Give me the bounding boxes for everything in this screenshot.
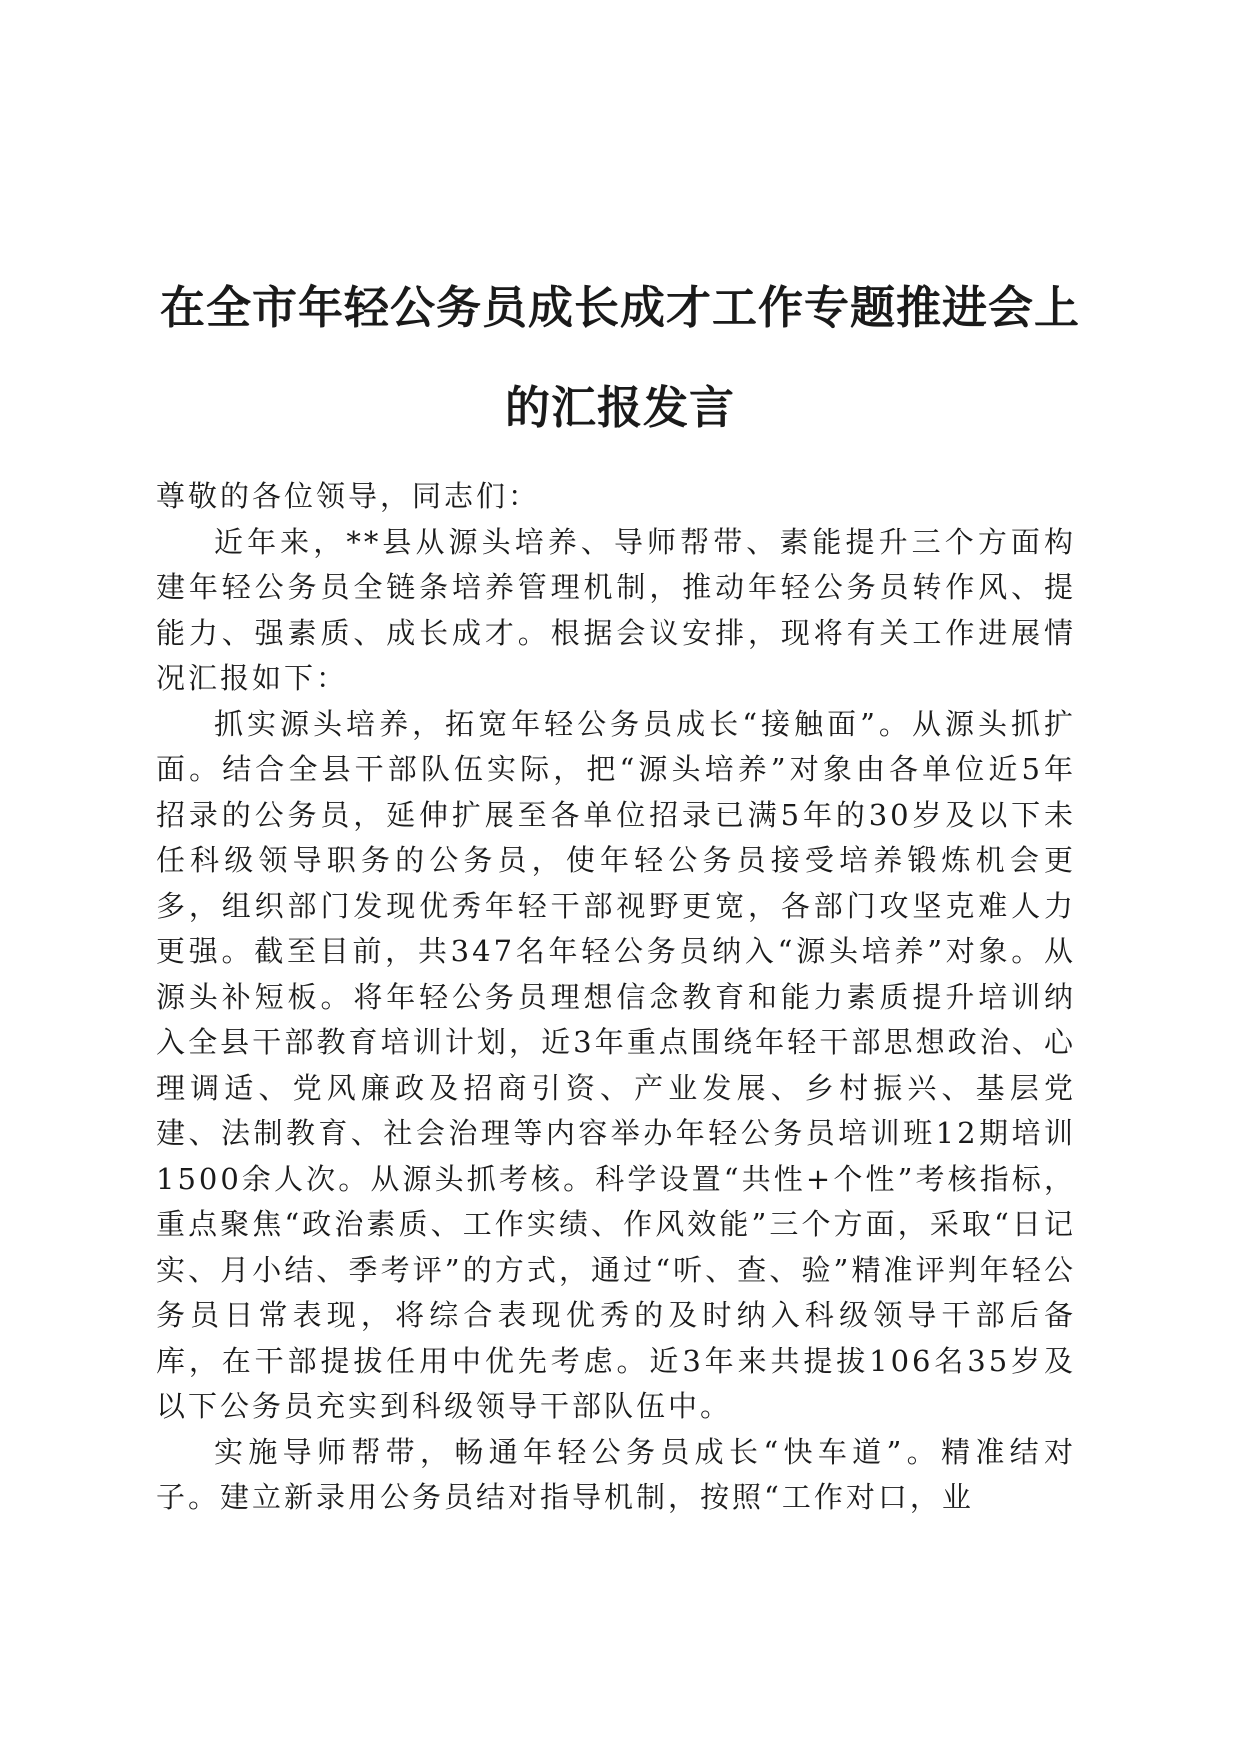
document-body — [156, 474, 1076, 1521]
paragraph-intro: 近年来，**县从源头培养、导师帮带、素能提升三个方面构建年轻公务员全链条培养管理机制，推动年轻公务员转作风、提能力、强素质、成长成才。根据会议安排，现将有关工作进展情况汇报如下： — [156, 524, 1076, 695]
paragraph-mentor-guidance: 实施导师帮带，畅通年轻公务员成长“快车道”。精准结对子。建立新录用公务员结对指导机制，按照“工作对口，业 — [156, 1434, 1076, 1514]
document-title: 在全市年轻公务员成长成才工作专题推进会上的汇报发言 — [159, 281, 1080, 435]
paragraph-source-training: 抓实源头培养，拓宽年轻公务员成长“接触面”。从源头抓扩面。结合全县干部队伍实际，把“源头培养”对象由各单位近5年招录的公务员，延伸扩展至各单位招录已满5年的30岁及以下未任科级领导职务的公务员，使年轻公务员接受培养锻炼机会更多，组织部门发现优秀年轻干部视野更宽，各部门攻坚克难人力更强。截至目前，共347名年轻公务员纳入“源头培养”对象。从源头补短板。将年轻公务员理想信念教育和能力素质提升培训纳入全县干部教育培训计划，近3年重点围绕年轻干部思想政治、心理调适、党风廉政及招商引资、产业发展、乡村振兴、基层党建、法制教育、社会治理等内容举办年轻公务员培训班12期培训1500余人次。从源头抓考核。科学设置“共性+个性”考核指标，重点聚焦“政治素质、工作实绩、作风效能”三个方面，采取“日记实、月小结、季考评”的方式，通过“听、查、验”精准评判年轻公务员日常表现，将综合表现优秀的及时纳入科级领导干部后备库，在干部提拔任用中优先考虑。近3年来共提拔106名35岁及以下公务员充实到科级领导干部队伍中。 — [156, 706, 1076, 1423]
salutation: 尊敬的各位领导，同志们： — [156, 479, 541, 513]
